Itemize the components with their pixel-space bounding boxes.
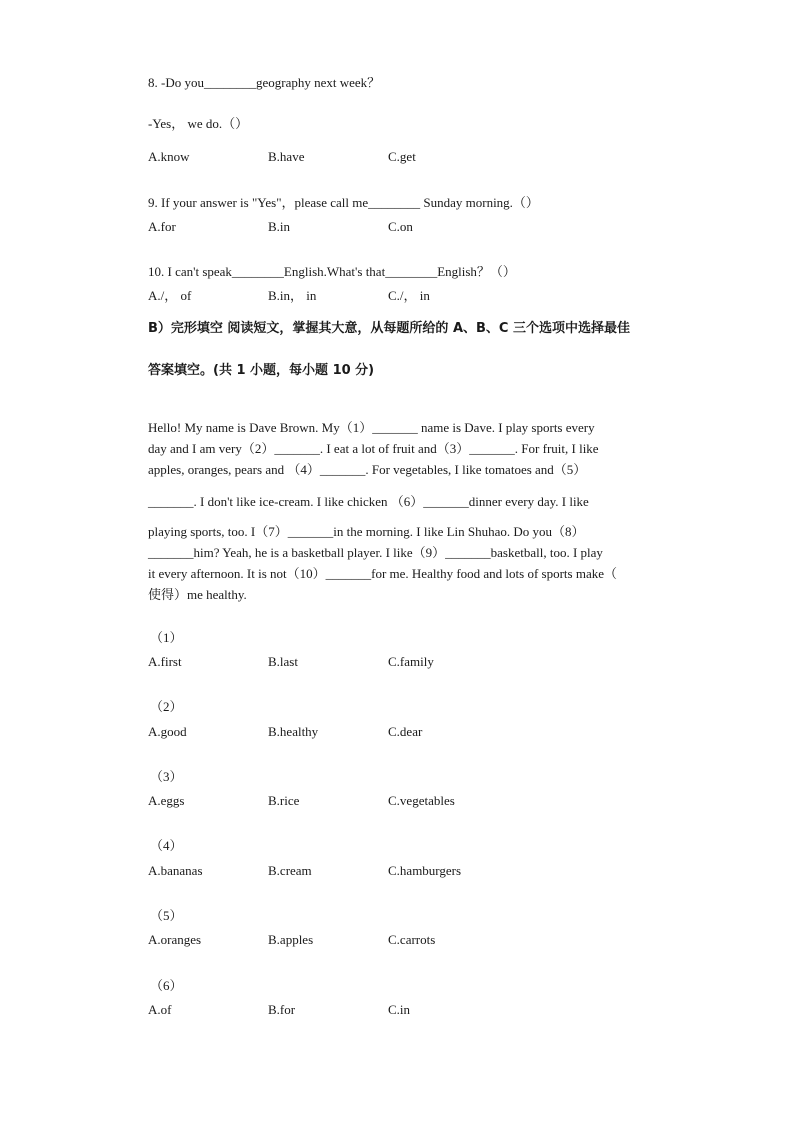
cloze-item-5-option-b: B.apples xyxy=(268,932,314,947)
question-10-option-b: B.in， in xyxy=(268,288,317,303)
cloze-item-6-option-a: A.of xyxy=(148,1002,172,1017)
question-9-option-b: B.in xyxy=(268,219,291,234)
cloze-item-5-option-a: A.oranges xyxy=(148,932,202,947)
question-9-stem: 9. If your answer is "Yes"，please call me________ Sunday morning.（） xyxy=(148,195,539,210)
cloze-item-2-label: （2） xyxy=(150,699,183,714)
section-b-title-line-2: 答案填空。(共 1 小题，每小题 10 分) xyxy=(148,363,375,378)
passage-line: 使得）me healthy. xyxy=(148,587,247,602)
cloze-item-5-label: （5） xyxy=(150,908,183,923)
question-8-option-b: B.have xyxy=(268,149,305,164)
cloze-item-2-option-a: A.good xyxy=(148,724,187,739)
cloze-item-2-option-c: C.dear xyxy=(388,724,423,739)
cloze-item-6-option-b: B.for xyxy=(268,1002,296,1017)
passage-line: apples, oranges, pears and （4）_______. For vegetables, I like tomatoes and（5） xyxy=(148,462,587,477)
cloze-item-1-option-c: C.family xyxy=(388,654,434,669)
cloze-item-1-label: （1） xyxy=(150,630,183,645)
passage-line: _______. I don't like ice-cream. I like chicken （6）_______dinner every day. I like xyxy=(148,494,589,509)
cloze-item-3-option-b: B.rice xyxy=(268,793,300,808)
question-10-option-c: C./， in xyxy=(388,288,430,303)
question-8-option-a: A.know xyxy=(148,149,190,164)
question-10-stem: 10. I can't speak________English.What's that________English？（） xyxy=(148,264,516,279)
cloze-item-6-label: （6） xyxy=(150,978,183,993)
cloze-item-4-option-c: C.hamburgers xyxy=(388,863,462,878)
passage-line: it every afternoon. It is not（10）_______for me. Healthy food and lots of sports make（ xyxy=(148,566,617,581)
cloze-item-4-option-a: A.bananas xyxy=(148,863,203,878)
question-8-answer-line: -Yes， we do.（） xyxy=(148,116,249,131)
question-10-option-a: A./， of xyxy=(148,288,192,303)
passage-line: day and I am very（2）_______. I eat a lot of fruit and（3）_______. For fruit, I like xyxy=(148,441,599,456)
cloze-item-3-label: （3） xyxy=(150,769,183,784)
cloze-passage xyxy=(148,417,676,605)
cloze-item-5-option-c: C.carrots xyxy=(388,932,436,947)
cloze-item-4-option-b: B.cream xyxy=(268,863,312,878)
cloze-item-4-label: （4） xyxy=(150,838,183,853)
cloze-item-1-option-a: A.first xyxy=(148,654,182,669)
question-9-option-a: A.for xyxy=(148,219,176,234)
cloze-item-3-option-a: A.eggs xyxy=(148,793,185,808)
passage-line: playing sports, too. I（7）_______in the morning. I like Lin Shuhao. Do you（8） xyxy=(148,524,585,539)
question-8-stem: 8. -Do you________geography next week？ xyxy=(148,75,381,90)
passage-line: _______him? Yeah, he is a basketball player. I like（9）_______basketball, too. I play xyxy=(148,545,603,560)
cloze-item-1-option-b: B.last xyxy=(268,654,298,669)
section-b-title-line-1: B）完形填空 阅读短文，掌握其大意，从每题所给的 A、B、C 三个选项中选择最佳 xyxy=(148,321,630,336)
cloze-item-2-option-b: B.healthy xyxy=(268,724,319,739)
question-8-option-c: C.get xyxy=(388,149,416,164)
passage-line: Hello! My name is Dave Brown. My（1）_______ name is Dave. I play sports every xyxy=(148,420,595,435)
cloze-item-6-option-c: C.in xyxy=(388,1002,411,1017)
cloze-item-3-option-c: C.vegetables xyxy=(388,793,455,808)
question-9-option-c: C.on xyxy=(388,219,413,234)
